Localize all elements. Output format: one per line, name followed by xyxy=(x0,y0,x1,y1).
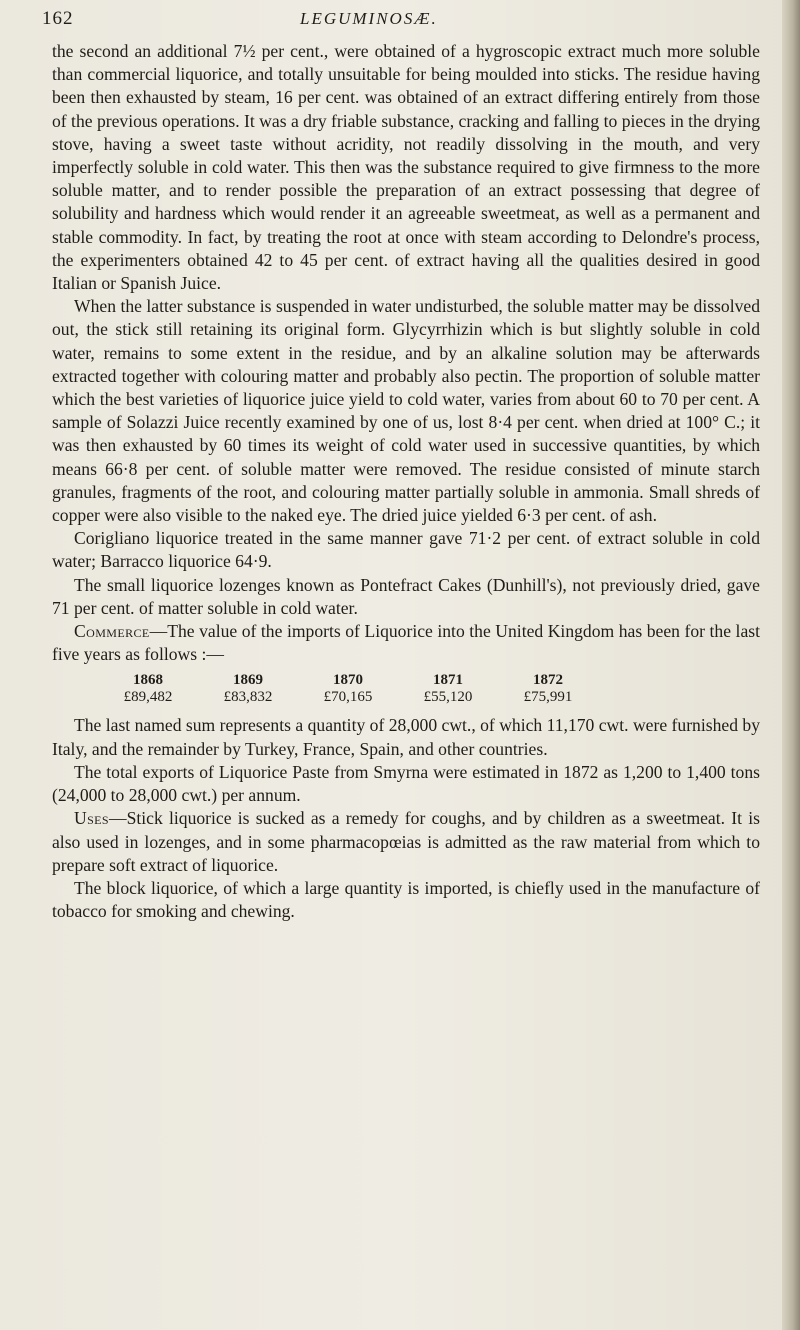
import-amount: £89,482 xyxy=(123,689,173,706)
import-amount: £55,120 xyxy=(423,689,473,706)
import-year: 1869 xyxy=(233,672,263,689)
import-amount: £75,991 xyxy=(523,689,573,706)
commerce-paragraph xyxy=(52,620,760,666)
imports-column xyxy=(298,672,398,706)
imports-table xyxy=(98,672,598,706)
paragraph: The total exports of Liquorice Paste from Smyrna were estimated in 1872 as 1,200 to 1,400 tons (24,000 to 28,000 cwt.) per annum. xyxy=(52,761,760,806)
page-header xyxy=(42,6,762,36)
imports-column xyxy=(98,672,198,706)
commerce-text: —The value of the imports of Liquorice into the United Kingdom has been for the last five years as follows :— xyxy=(52,621,760,665)
running-head: LEGUMINOSÆ. xyxy=(300,9,438,28)
page-body xyxy=(52,40,760,923)
uses-heading: Uses xyxy=(74,808,109,829)
import-amount: £83,832 xyxy=(223,689,273,706)
closing-paragraph: The block liquorice, of which a large quantity is imported, is chiefly used in the manufacture of tobacco for smoking and chewing. xyxy=(52,877,760,922)
import-year: 1868 xyxy=(133,672,163,689)
imports-column xyxy=(198,672,298,706)
import-year: 1870 xyxy=(333,672,363,689)
paragraph: When the latter substance is suspended in water undisturbed, the soluble matter may be dissolved out, the stick still retaining its original form. Glycyrrhizin which is but slightly soluble in cold water, remains to some extent in the residue, and by an alkaline solution may be afterwards extracted together with colouring matter and probably also pectin. The proportion of soluble matter which the best varieties of liquorice juice yield to cold water, varies from about 60 to 70 per cent. A sample of Solazzi Juice recently examined by one of us, lost 8·4 per cent. when dried at 100° C.; it was then exhausted by 60 times its weight of cold water used in successive quantities, by which means 66·8 per cent. of soluble matter were removed. The residue consisted of minute starch granules, fragments of the root, and colouring matter partially soluble in ammonia. Small shreds of copper were also visible to the naked eye. The dried juice yielded 6·3 per cent. of ash. xyxy=(52,296,760,526)
import-year: 1872 xyxy=(533,672,563,689)
paragraph: the second an additional 7½ per cent., were obtained of a hygroscopic extract much more soluble than commercial liquorice, and totally unsuitable for being moulded into sticks. The residue having been then exhausted by steam, 16 per cent. was obtained of an extract differing entirely from those of the previous operations. It was a dry friable substance, cracking and falling to pieces in the drying stove, having a sweet taste without acridity, not readily dissolving in the mouth, and very imperfectly soluble in cold water. This then was the substance required to give firmness to the more soluble matter, and to render possible the preparation of an extract possessing that degree of solubility and hardness which would render it an agreeable sweetmeat, as well as a permanent and stable commodity. In fact, by treating the root at once with steam according to Delondre's process, the experimenters obtained 42 to 45 per cent. of extract having all the qualities desired in good Italian or Spanish Juice. xyxy=(52,41,760,294)
commerce-heading: Commerce xyxy=(74,621,150,642)
page-number: 162 xyxy=(42,8,74,29)
page-edge-shadow xyxy=(782,0,800,1330)
uses-text: —Stick liquorice is sucked as a remedy for coughs, and by children as a sweetmeat. It is also used in lozenges, and in some pharmacopœias is admitted as the raw material from which to prepare soft extract of liquorice. xyxy=(52,808,760,875)
paragraph: The last named sum represents a quantity of 28,000 cwt., of which 11,170 cwt. were furnished by Italy, and the remainder by Turkey, France, Spain, and other countries. xyxy=(52,715,760,759)
paragraph: The small liquorice lozenges known as Pontefract Cakes (Dunhill's), not previously dried, gave 71 per cent. of matter soluble in cold water. xyxy=(52,574,760,618)
uses-paragraph xyxy=(52,807,760,877)
imports-column xyxy=(498,672,598,706)
paragraph: Corigliano liquorice treated in the same manner gave 71·2 per cent. of extract soluble in cold water; Barracco liquorice 64·9. xyxy=(52,528,760,572)
imports-column xyxy=(398,672,498,706)
import-amount: £70,165 xyxy=(323,689,373,706)
import-year: 1871 xyxy=(433,672,463,689)
